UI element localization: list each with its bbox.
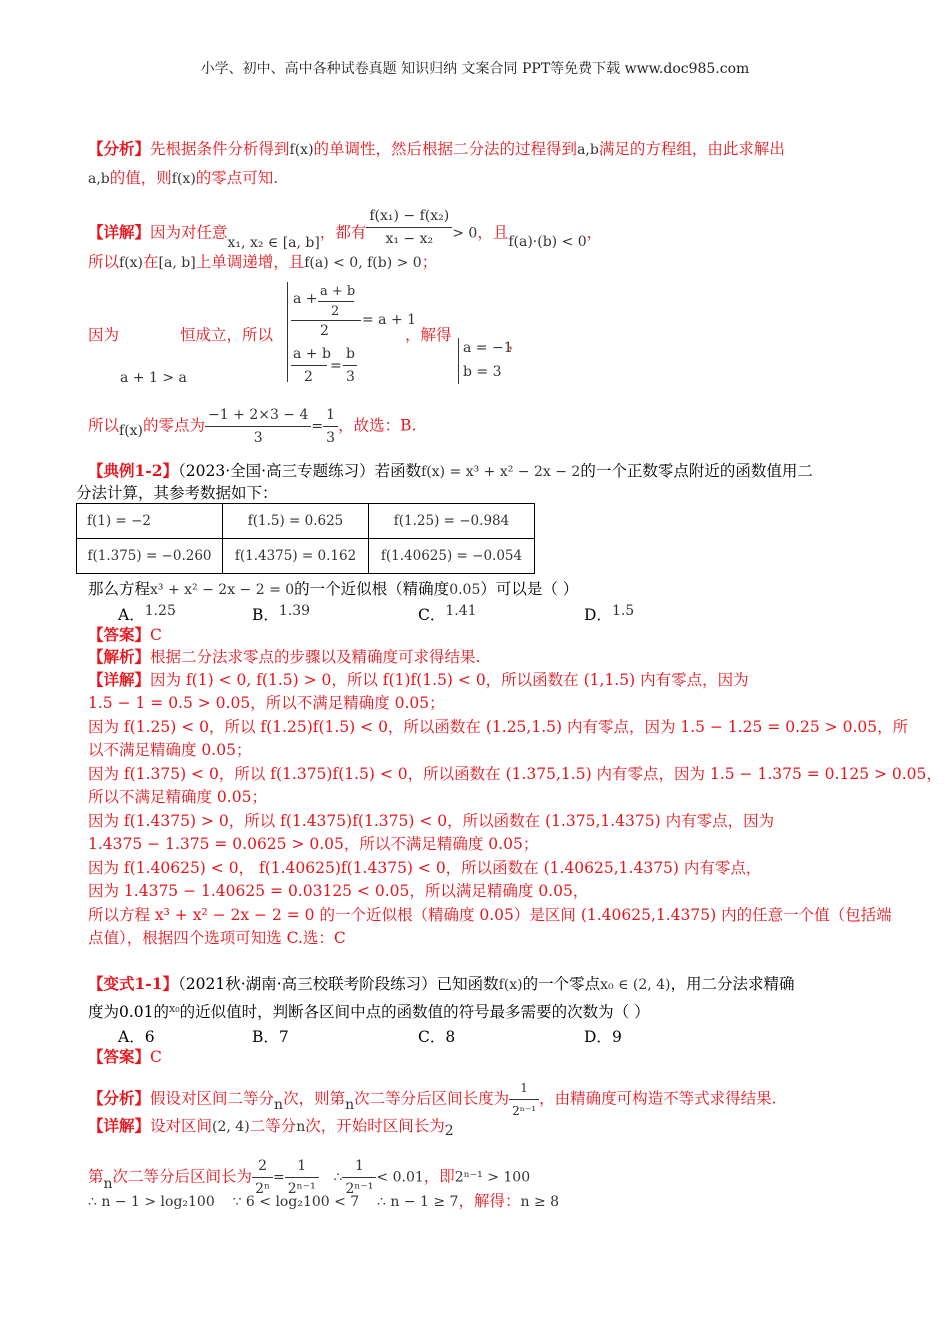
math-x0: x₀ xyxy=(169,1002,180,1015)
numerator: −1 + 2×3 − 4 xyxy=(205,404,311,427)
text: 次二等分后区间长度为 xyxy=(354,1089,510,1108)
denominator: 2ⁿ xyxy=(255,1181,271,1197)
table-cell: f(1.25) = −0.984 xyxy=(369,504,535,539)
text: ）可以是（ ） xyxy=(480,580,579,598)
table-row xyxy=(77,539,535,574)
s3-question-line1 xyxy=(88,973,795,996)
text: 第 xyxy=(88,1167,104,1186)
zero-fraction xyxy=(205,404,311,449)
s3-detail-line1 xyxy=(88,1115,454,1138)
math-inequality: 2ⁿ⁻¹ > 100 xyxy=(454,1169,531,1186)
table-cell: f(1.4375) = 0.162 xyxy=(223,539,369,574)
s3-answer xyxy=(88,1046,162,1068)
reference-table xyxy=(76,503,535,574)
sys2-den: 2 xyxy=(304,369,313,385)
math-result: n ≥ 8 xyxy=(520,1194,560,1210)
option-a xyxy=(118,603,176,625)
option-letter: B． xyxy=(252,1028,279,1046)
page-header: 小学、初中、高中各种试卷真题 知识归纳 文案合同 PPT等免费下载 www.doc985.com xyxy=(200,61,750,77)
explain-tag: 【解析】 xyxy=(88,647,151,666)
analysis-tag: 【分析】 xyxy=(88,139,151,158)
math-two: 2 xyxy=(444,1123,454,1139)
option-d xyxy=(584,1025,622,1047)
s2-detail-line: 因为 f(1.4375) > 0，所以 f(1.4375)f(1.375) < 0，所以函数在 (1.375,1.4375) 内有零点，因为 xyxy=(88,812,775,830)
text: 的一个正数零点附近的函数值用二 xyxy=(580,462,813,480)
text: 的零点为 xyxy=(143,416,206,435)
table-cell: f(1) = −2 xyxy=(77,504,223,539)
text: 的近似值时，判断各区间中点的函数值的符号最多需要的次数为（ ） xyxy=(179,1003,650,1021)
comma: ， xyxy=(508,334,524,352)
s1-analysis-line1 xyxy=(88,138,785,161)
interval-length-fraction xyxy=(509,1077,539,1122)
text: 的零点可知. xyxy=(195,169,279,187)
answer-tag: 【答案】 xyxy=(88,625,151,644)
sol-a: a = −1 xyxy=(463,340,513,356)
math-ab: a,b xyxy=(88,171,110,187)
text: 次，则第 xyxy=(283,1089,346,1108)
s1-analysis-line2 xyxy=(88,167,278,190)
text: ，解得： xyxy=(458,1192,521,1210)
table-cell: f(1.5) = 0.625 xyxy=(223,504,369,539)
math-fx: f(x) xyxy=(119,422,144,439)
result-fraction xyxy=(323,404,338,449)
s2-detail-line: 因为 f(1.40625) < 0， f(1.40625)f(1.4375) < 0，所以函数在 (1.40625,1.4375) 内有零点， xyxy=(88,859,762,877)
math-x0-in: x₀ ∈ (2, 4) xyxy=(600,977,671,993)
math-n: n xyxy=(274,1096,284,1113)
math-interval: [a, b] xyxy=(158,255,196,271)
s2-detail-line: 所以不满足精确度 0.05； xyxy=(88,788,267,806)
s2-detail-line: 因为 f(1.25) < 0，所以 f(1.25)f(1.5) < 0，所以函数在 (1.25,1.5) 内有零点，因为 1.5 − 1.25 = 0.25 > 0.05，所 xyxy=(88,718,909,736)
s1-detail-line1 xyxy=(88,208,603,256)
sys1-mid: 2 xyxy=(331,304,340,319)
denominator: 3 xyxy=(326,430,336,446)
s2-detail-line: 点值），根据四个选项可知选 C.选：C xyxy=(88,929,346,947)
text: 的单调性，然后根据二分法的过程得到 xyxy=(313,140,578,158)
text: ，用二分法求精确 xyxy=(670,975,795,993)
math-fx: f(x) xyxy=(498,977,523,993)
s1-line3 xyxy=(88,251,437,274)
text: （2021秋·湖南·高三校联考阶段练习）已知函数 xyxy=(178,975,499,993)
option-b xyxy=(252,1025,289,1047)
math-fafb: f(a)·(b) < 0 xyxy=(508,233,587,250)
text: ，即 xyxy=(423,1167,455,1186)
numerator: 1 xyxy=(509,1077,539,1100)
math-step1: ∴ n − 1 > log₂100 xyxy=(88,1194,215,1210)
s1-line4-because: 因为 xyxy=(88,326,120,344)
denominator: 2ⁿ⁻¹ xyxy=(345,1181,374,1197)
sys2-eq: = xyxy=(330,358,342,374)
math-precision: 0.05 xyxy=(449,582,481,598)
table-cell: f(1.40625) = −0.054 xyxy=(369,539,535,574)
sys2-rnum: b xyxy=(346,346,355,362)
s2-detail-line xyxy=(88,669,749,691)
math-fx: f(x) xyxy=(171,171,196,187)
s2-question-line3 xyxy=(88,578,578,601)
option-value: 1.39 xyxy=(278,603,311,619)
s2-detail-line: 1.5 − 1 = 0.5 > 0.05，所以不满足精确度 0.05； xyxy=(88,694,445,712)
math-eq: = xyxy=(311,418,324,435)
text: ， xyxy=(586,223,603,242)
table-row xyxy=(77,504,535,539)
math-eq: = xyxy=(273,1169,285,1186)
table-cell: f(1.375) = −0.260 xyxy=(77,539,223,574)
sys2-num: a + b xyxy=(293,346,331,362)
s3-detail-line3 xyxy=(88,1190,559,1213)
denominator: 2ⁿ⁻¹ xyxy=(287,1181,316,1197)
numerator: 1 xyxy=(285,1155,319,1178)
s2-detail-line: 因为 1.4375 − 1.40625 = 0.03125 < 0.05，所以满足精确度 0.05， xyxy=(88,882,589,900)
text: 的一个零点 xyxy=(522,975,601,993)
sys1-a: a + xyxy=(293,291,318,307)
math-function: f(x) = x³ + x² − 2x − 2 xyxy=(421,464,581,480)
numerator: 2 xyxy=(252,1155,273,1178)
answer-value: C xyxy=(150,626,162,644)
text: 次，开始时区间长为 xyxy=(305,1117,445,1135)
math-interval: (2, 4) xyxy=(212,1119,250,1135)
option-letter: A． xyxy=(118,1028,145,1046)
denominator: 3 xyxy=(253,430,263,446)
answer-tag: 【答案】 xyxy=(88,1047,151,1066)
text: 在 xyxy=(143,253,159,271)
math-signs: f(a) < 0, f(b) > 0 xyxy=(304,255,422,271)
text: 次二等分后区间长为 xyxy=(112,1167,253,1186)
text: 上单调递增，且 xyxy=(195,253,305,271)
option-value: 8 xyxy=(445,1028,456,1046)
detail-tag: 【详解】 xyxy=(88,1116,151,1135)
option-a xyxy=(118,1025,155,1047)
s1-line4-always: 恒成立，所以 xyxy=(180,326,274,344)
text: 因为对任意 xyxy=(150,223,228,242)
option-value: 9 xyxy=(611,1028,622,1046)
math-fx: f(x) xyxy=(119,255,144,271)
text: 假设对区间二等分 xyxy=(150,1089,275,1108)
text: 设对区间 xyxy=(150,1117,213,1135)
text: 所以 xyxy=(88,253,120,271)
option-value: 1.41 xyxy=(445,603,477,619)
math-step2: ∵ 6 < log₂100 < 7 xyxy=(232,1194,360,1210)
s1-line4-solve: ，解得 xyxy=(405,326,452,344)
option-c xyxy=(418,1025,455,1047)
math-condition: a + 1 > a xyxy=(120,370,187,386)
sys1-eq: = a + 1 xyxy=(362,312,417,328)
math-gt0: > 0 xyxy=(452,225,478,242)
text: 先根据条件分析得到 xyxy=(150,140,290,158)
option-letter: C． xyxy=(418,1028,446,1046)
s2-detail-line: 1.4375 − 1.375 = 0.0625 > 0.05，所以不满足精确度 0.05； xyxy=(88,835,539,853)
analysis-tag: 【分析】 xyxy=(88,1088,151,1108)
text: ，都有 xyxy=(319,223,367,242)
detail-tag: 【详解】 xyxy=(88,670,151,689)
text: 因为 f(1) < 0, f(1.5) > 0，所以 f(1)f(1.5) < 0，所以函数在 (1,1.5) 内有零点，因为 xyxy=(150,671,749,689)
text: ，故选：B. xyxy=(338,416,417,435)
text: 根据二分法求零点的步骤以及精确度可求得结果. xyxy=(150,648,481,666)
sol-b: b = 3 xyxy=(463,364,502,380)
s2-detail-line: 所以方程 x³ + x² − 2x − 2 = 0 的一个近似根（精确度 0.05）是区间 (1.40625,1.4375) 内的任意一个值（包括端 xyxy=(88,906,892,924)
text: 那么方程 xyxy=(88,580,151,598)
text: ； xyxy=(421,253,438,271)
option-letter: D． xyxy=(584,1028,612,1046)
text: 的一个近似根（精确度 xyxy=(294,580,450,598)
sys1-top: a + b xyxy=(320,284,356,299)
denominator: 2ⁿ⁻¹ xyxy=(512,1104,537,1118)
sys2-rden: 3 xyxy=(346,369,355,385)
option-value: 6 xyxy=(144,1028,155,1046)
option-letter: B． xyxy=(252,606,279,624)
s2-detail-line: 因为 f(1.375) < 0，所以 f(1.375)f(1.5) < 0，所以函数在 (1.375,1.5) 内有零点，因为 1.5 − 1.375 = 0.125 > 0.05， xyxy=(88,765,942,783)
text: （2023·全国·高三专题练习）若函数 xyxy=(178,462,422,480)
option-letter: A． xyxy=(118,606,145,624)
sys1-den: 2 xyxy=(320,323,329,339)
math-fx: f(x) xyxy=(289,142,314,158)
math-equation: x³ + x² − 2x − 2 = 0 xyxy=(150,582,295,598)
math-step3: ∴ n − 1 ≥ 7 xyxy=(377,1194,459,1210)
detail-tag: 【详解】 xyxy=(88,222,151,242)
math-n: n xyxy=(296,1119,306,1135)
s2-detail-line: 以不满足精确度 0.05； xyxy=(88,741,252,759)
answer-value: C xyxy=(150,1048,162,1066)
option-letter: C． xyxy=(418,606,446,624)
numerator: 1 xyxy=(342,1155,376,1178)
text: ，且 xyxy=(477,223,509,242)
math-therefore: ∴ xyxy=(333,1169,343,1186)
s3-question-line2 xyxy=(88,1001,650,1025)
text: ，由精确度可构造不等式求得结果. xyxy=(539,1089,777,1108)
fraction-monotonic xyxy=(366,205,452,250)
numerator: f(x₁) − f(x₂) xyxy=(366,205,452,228)
example-tag: 【典例1-2】 xyxy=(88,461,179,480)
math-n: n xyxy=(103,1175,113,1192)
s2-explain xyxy=(88,646,480,668)
solution-brace xyxy=(458,338,459,384)
option-d xyxy=(584,603,634,625)
option-value: 1.25 xyxy=(144,603,176,619)
math-ab: a,b xyxy=(577,142,599,158)
text: 二等分 xyxy=(249,1117,297,1135)
s2-question-line1 xyxy=(88,460,813,483)
option-value: 1.5 xyxy=(611,603,635,619)
math-lt001: < 0.01 xyxy=(376,1169,424,1186)
system-brace xyxy=(287,282,288,382)
option-b xyxy=(252,603,310,625)
s2-answer xyxy=(88,624,162,646)
s2-question-line2: 分法计算，其参考数据如下： xyxy=(76,484,278,502)
option-value: 7 xyxy=(278,1028,289,1046)
option-letter: D． xyxy=(584,606,612,624)
variant-tag: 【变式1-1】 xyxy=(88,974,179,993)
numerator: 1 xyxy=(323,404,338,427)
s1-line5 xyxy=(88,404,416,449)
denominator: x₁ − x₂ xyxy=(385,231,434,247)
math-x1x2: x₁, x₂ ∈ [a, b] xyxy=(227,234,320,251)
text: 所以 xyxy=(88,416,120,435)
text: 满足的方程组，由此求解出 xyxy=(598,140,785,158)
text: 的值，则 xyxy=(109,169,172,187)
text: 度为0.01的 xyxy=(88,1003,170,1021)
math-n: n xyxy=(345,1096,355,1113)
option-c xyxy=(418,603,477,625)
